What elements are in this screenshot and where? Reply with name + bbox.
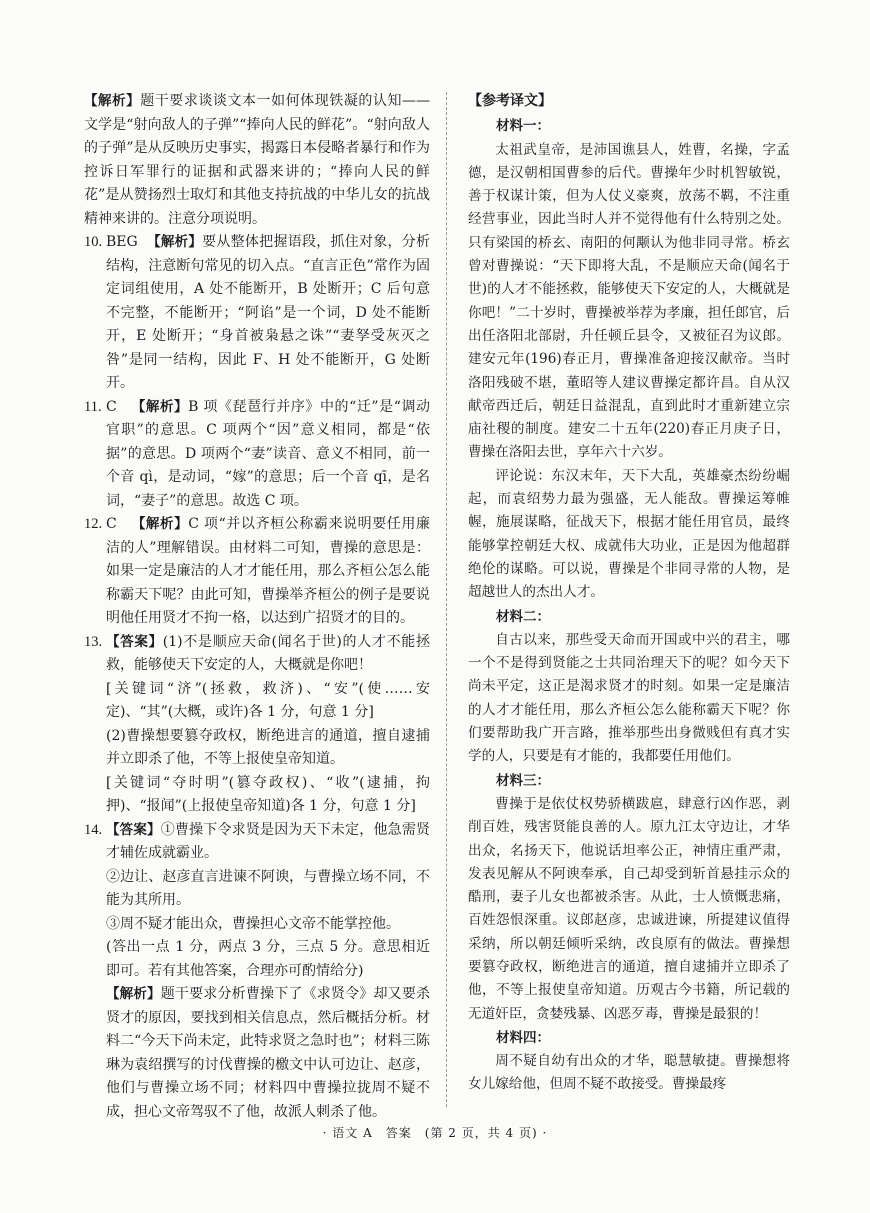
material-1-comment: 评论说：东汉末年，天下大乱，英雄豪杰纷纷崛起，而袁绍势力最为强盛，无人能敌。曹操运筹帷幄，施展谋略，征战天下，根据才能任用官员，最终能够掌控朝廷大权、成就伟大功业，正是因为他超群绝伦的谋略。可以说，曹操是个非同寻常的人物，是超越世人的杰出人才。 <box>468 467 790 601</box>
material-2-title: 材料二： <box>496 608 550 625</box>
answer-key: BEG <box>106 234 138 250</box>
question-11: 11. C 【解析】B 项《琵琶行并序》中的“迁”是“调动官职”的意思。C 项两个“因”意义相同，都是“依据”的意思。D 项两个“妻”读音、意义不相同，前一个音 qì，是动词，“嫁”的意思；后一个音 qī，是名词，“妻子”的意思。故选 C 项。 <box>84 398 431 509</box>
page-footer: · 语文 A 答案 (第 2 页，共 4 页) · <box>322 1126 548 1140</box>
material-1-paragraph: 太祖武皇帝，是沛国谯县人，姓曹，名操，字孟德，是汉朝相国曹参的后代。曹操年少时机智敏锐，善于权谋计策，但为人仗义豪爽，放荡不羁，不注重经营事业，因此当时人并不觉得他有什么特别之处。只有梁国的桥玄、南阳的何颙认为他非同寻常。桥玄曾对曹操说：“天下即将大乱，不是顺应天命(闻名于世)的人才不能拯救，能够使天下安定的人，大概就是你吧！”二十岁时，曹操被举荐为孝廉，担任郎官，后出任洛阳北部尉，升任顿丘县令，又被征召为议郎。建安元年(196)春正月，曹操准备迎接汉献帝。当时洛阳残破不堪，董昭等人建议曹操定都许昌。自从汉献帝西迁后，朝廷日益混乱，直到此时才重新建立宗庙社稷的制度。建安二十五年(220)春正月庚子日，曹操在洛阳去世，享年六十六岁。 <box>468 141 790 461</box>
scoring-keywords: [关键词“夺时明”(篡夺政权)、“收”(逮捕，拘押)、“报闻”(上报使皇帝知道)各 1 分，句意 1 分] <box>106 774 430 814</box>
answer-key: C <box>106 398 117 415</box>
translation-column-right <box>468 90 790 1097</box>
material-4-title: 材料四： <box>496 1029 550 1046</box>
scoring-keywords: [关键词“济”(拯救，救济)、“安”(使……安定)、“其”(大概，或许)各 1 分，句意 1 分] <box>106 680 430 720</box>
translation-heading: 【参考译文】 <box>468 93 552 109</box>
column-divider <box>446 92 447 1107</box>
intro-analysis: 【解析】题干要求谈谈文本一如何体现铁凝的认知——文学是“射向敌人的子弹”“捧向人民的鲜花”。“射向敌人的子弹”是从反映历史事实，揭露日本侵略者暴行和作为控诉日军罪行的证据和武器来讲的；“捧向人民的鲜花”是从赞扬烈士取灯和其他支持抗战的中华儿女的抗战精神来讲的。注意分项说明。 <box>84 93 431 227</box>
scoring-note: (答出一点 1 分，两点 3 分，三点 5 分。意思相近即可。若有其他答案，合理亦可酌情给分) <box>106 939 430 979</box>
question-10: 10. BEG 【解析】要从整体把握语段，抓住对象，分析结构，注意断句常见的切入点。“直言正色”常作为固定词组使用，A 处不能断开，B 处断开；C 后句意不完整，不能断开；“阿谄”是一个词，D 处不能断开，E 处断开；“身首被枭悬之诛”“妻孥受灰灭之咎”是同一结构，因此 F、H 处不能断开，G 处断开。 <box>84 234 431 391</box>
material-3-title: 材料三： <box>496 772 550 789</box>
material-2-paragraph: 自古以来，那些受天命而开国或中兴的君主，哪一个不是得到贤能之士共同治理天下的呢？如今天下尚未平定，这正是渴求贤才的时刻。如果一定是廉洁的人才才能任用，那么齐桓公怎么能称霸天下呢？你们要帮助我广开言路，推举那些出身微贱但有真才实学的人，只要是有才能的，我都要任用他们。 <box>468 631 790 765</box>
material-4-paragraph: 周不疑自幼有出众的才华，聪慧敏捷。曹操想将女儿嫁给他，但周不疑不敢接受。曹操最疼 <box>468 1053 790 1093</box>
answer-key: C <box>106 516 117 532</box>
material-3-paragraph: 曹操于是依仗权势骄横跋扈，肆意行凶作恶，剥削百姓，残害贤能良善的人。原九江太守边让，才华出众，名扬天下，他说话坦率公正，神情庄重严肃，发表见解从不阿谀奉承，自己却受到斩首悬挂示众的酷刑，妻子儿女也都被杀害。从此，士人愤慨悲痛，百姓怨恨深重。议郎赵彦，忠诚进谏，所提建议值得采纳，所以朝廷倾听采纳，改良原有的做法。曹操想要篡夺政权，断绝进言的通道，擅自逮捕并立即杀了他，不等上报使皇帝知道。历观古今书籍，所记载的无道奸臣，贪婪残暴、凶恶歹毒，曹操是最狠的！ <box>468 795 790 1022</box>
answer-column-left <box>84 90 430 1124</box>
question-14: 14. 【答案】①曹操下令求贤是因为天下未定，他急需贤才辅佐成就霸业。 ②边让、赵彦直言进谏不阿谀，与曹操立场不同，不能为其所用。 ③周不疑才能出众，曹操担心文帝不能掌控他。 (答出一点 1 分，两点 3 分，三点 5 分。意思相近即可。若有其他答案，合理亦可酌情给分) 【解析】题干要求分析曹操下了《求贤令》却又要杀贤才的原因，要找到相关信息点，然后概括分析。材料二“今天下尚未定，此特求贤之急时也”；材料三陈琳为袁绍撰写的讨伐曹操的檄文中认可边让、赵彦，他们与曹操立场不同；材料四中曹操拉拢周不疑不成，担心文帝驾驭不了他，故派人刺杀了他。 <box>84 821 431 1120</box>
material-1-title: 材料一： <box>496 118 550 135</box>
question-13: 13. 【答案】(1)不是顺应天命(闻名于世)的人才不能拯救，能够使天下安定的人，大概就是你吧！ [关键词“济”(拯救，救济)、“安”(使……安定)、“其”(大概，或许)各 1 分，句意 1 分] (2)曹操想要篡夺政权，断绝进言的通道，擅自逮捕并立即杀了他，不等上报使皇帝知道。 [关键词“夺时明”(篡夺政权)、“收”(逮捕，拘押)、“报闻”(上报使皇帝知道)各 1 分，句意 1 分] <box>84 631 430 819</box>
question-12: 12. C 【解析】C 项“并以齐桓公称霸来说明要任用廉洁的人”理解错误。由材料二可知，曹操的意思是：如果一定是廉洁的人才才能任用，那么齐桓公怎么能称霸天下呢？由此可知，曹操举齐桓公的例子是要说明他任用贤才不拘一格，以达到广招贤才的目的。 <box>84 516 430 626</box>
